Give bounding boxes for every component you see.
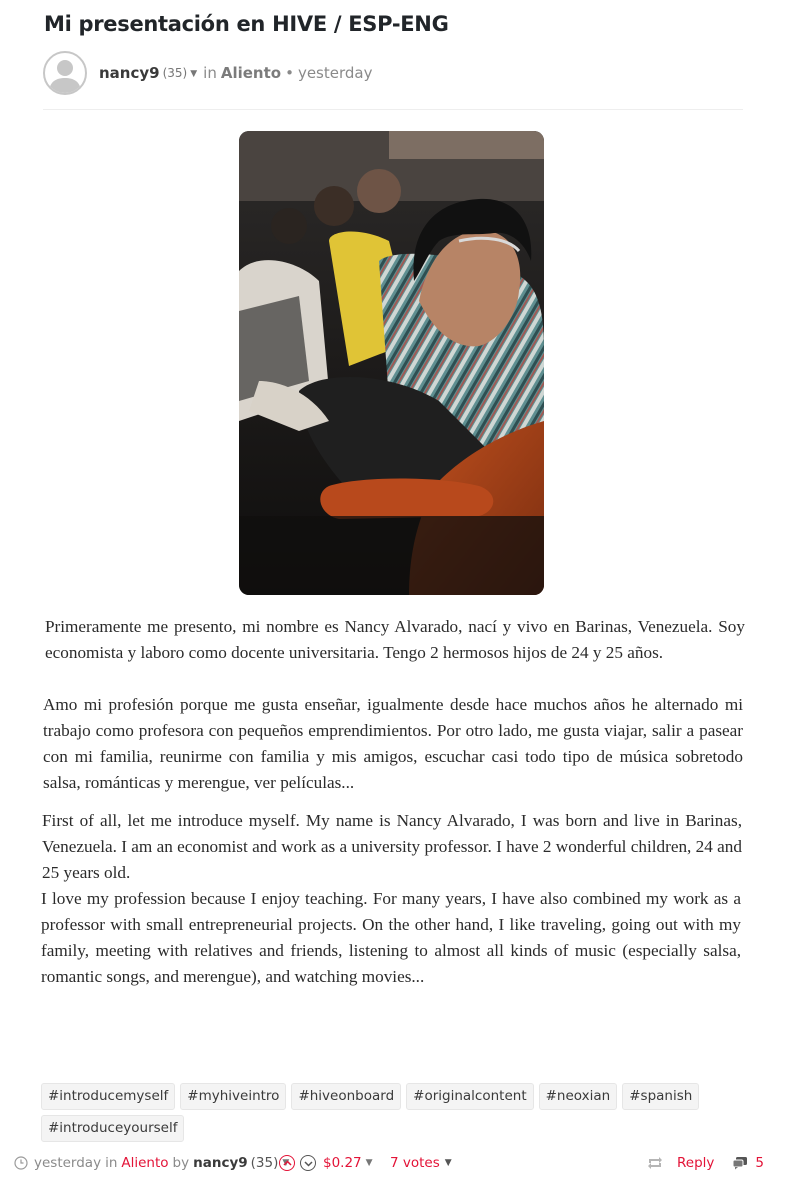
tag-originalcontent[interactable]: #originalcontent (406, 1083, 533, 1110)
votes-dropdown[interactable] (390, 1155, 452, 1171)
reblog-icon[interactable] (647, 1156, 663, 1170)
caret-down-icon[interactable]: ▼ (190, 69, 198, 79)
footer-meta (14, 1155, 289, 1171)
author-row (43, 50, 372, 96)
caret-down-icon[interactable]: ▼ (282, 1158, 290, 1168)
reply-button[interactable]: Reply (677, 1155, 715, 1171)
vote-box (279, 1155, 373, 1171)
paragraph-en-1: First of all, let me introduce myself. My name is Nancy Alvarado, I was born and live in Barinas, Venezuela. I am an economist and work as a university professor. I have 2 wonderful children, 24 and 25 years old. (42, 811, 742, 882)
footer-author-reputation: (35) (250, 1155, 279, 1171)
comments-link[interactable] (732, 1155, 764, 1171)
paragraph-es-1: Primeramente me presento, mi nombre es Nancy Alvarado, nací y vivo en Barinas, Venezuela. Soy economista y laboro como docente universitaria. Tengo 2 hermosos hijos de 24 y 25 años. (45, 617, 745, 662)
post-footer (14, 1155, 774, 1175)
footer-by-label: by (172, 1155, 190, 1171)
footer-author-link[interactable]: nancy9 (193, 1155, 248, 1171)
votes-count[interactable]: 7 votes (390, 1155, 440, 1171)
footer-category-link[interactable]: Aliento (121, 1155, 169, 1171)
author-link[interactable]: nancy9 (99, 64, 160, 82)
photo-illustration (239, 131, 544, 595)
tag-list (41, 1083, 761, 1147)
tag-introducemyself[interactable]: #introducemyself (41, 1083, 175, 1110)
caret-down-icon[interactable]: ▼ (365, 1158, 373, 1168)
avatar-icon[interactable] (43, 51, 87, 95)
post-title: Mi presentación en HIVE / ESP-ENG (44, 12, 449, 36)
separator: • (285, 64, 294, 82)
caret-down-icon[interactable]: ▼ (444, 1158, 452, 1168)
paragraph-es-2: Amo mi profesión porque me gusta enseñar, igualmente desde hace muchos años he alternado mi trabajo como profesora con pequeños emprendimientos. Por otro lado, me gusta viajar, salir a pasear con mi familia, reunirme con familia y mis amigos, escuchar casi todo tipo de música sobretodo salsa, románticas y merengue, ver películas... (43, 695, 743, 792)
footer-actions (647, 1155, 764, 1171)
post-time: yesterday (297, 64, 373, 82)
post-meta (99, 64, 372, 82)
tag-introduceyourself[interactable]: #introduceyourself (41, 1115, 184, 1142)
in-label: in (203, 64, 217, 82)
header-divider (43, 109, 743, 110)
tag-spanish[interactable]: #spanish (622, 1083, 699, 1110)
footer-time: yesterday (34, 1155, 102, 1171)
upvote-icon[interactable] (279, 1155, 295, 1171)
post-photo[interactable] (239, 131, 544, 595)
paragraph-en-2: I love my profession because I enjoy teaching. For many years, I have also combined my work as a professor with small entrepreneurial projects. On the other hand, I like traveling, going out with my family, meeting with relatives and friends, listening to almost all kinds of music (especially salsa, romantic songs, and merengue), and watching movies... (41, 889, 741, 986)
category-link[interactable]: Aliento (220, 64, 282, 82)
payout-value[interactable]: $0.27 (323, 1155, 362, 1171)
author-reputation: (35) (162, 66, 188, 80)
comments-count: 5 (755, 1155, 764, 1171)
user-silhouette-icon (45, 53, 85, 93)
footer-in-label: in (105, 1155, 118, 1171)
tag-neoxian[interactable]: #neoxian (539, 1083, 618, 1110)
comments-icon (732, 1156, 748, 1170)
downvote-icon[interactable] (300, 1155, 316, 1171)
tag-hiveonboard[interactable]: #hiveonboard (291, 1083, 401, 1110)
tag-myhiveintro[interactable]: #myhiveintro (180, 1083, 286, 1110)
clock-icon (14, 1156, 28, 1170)
